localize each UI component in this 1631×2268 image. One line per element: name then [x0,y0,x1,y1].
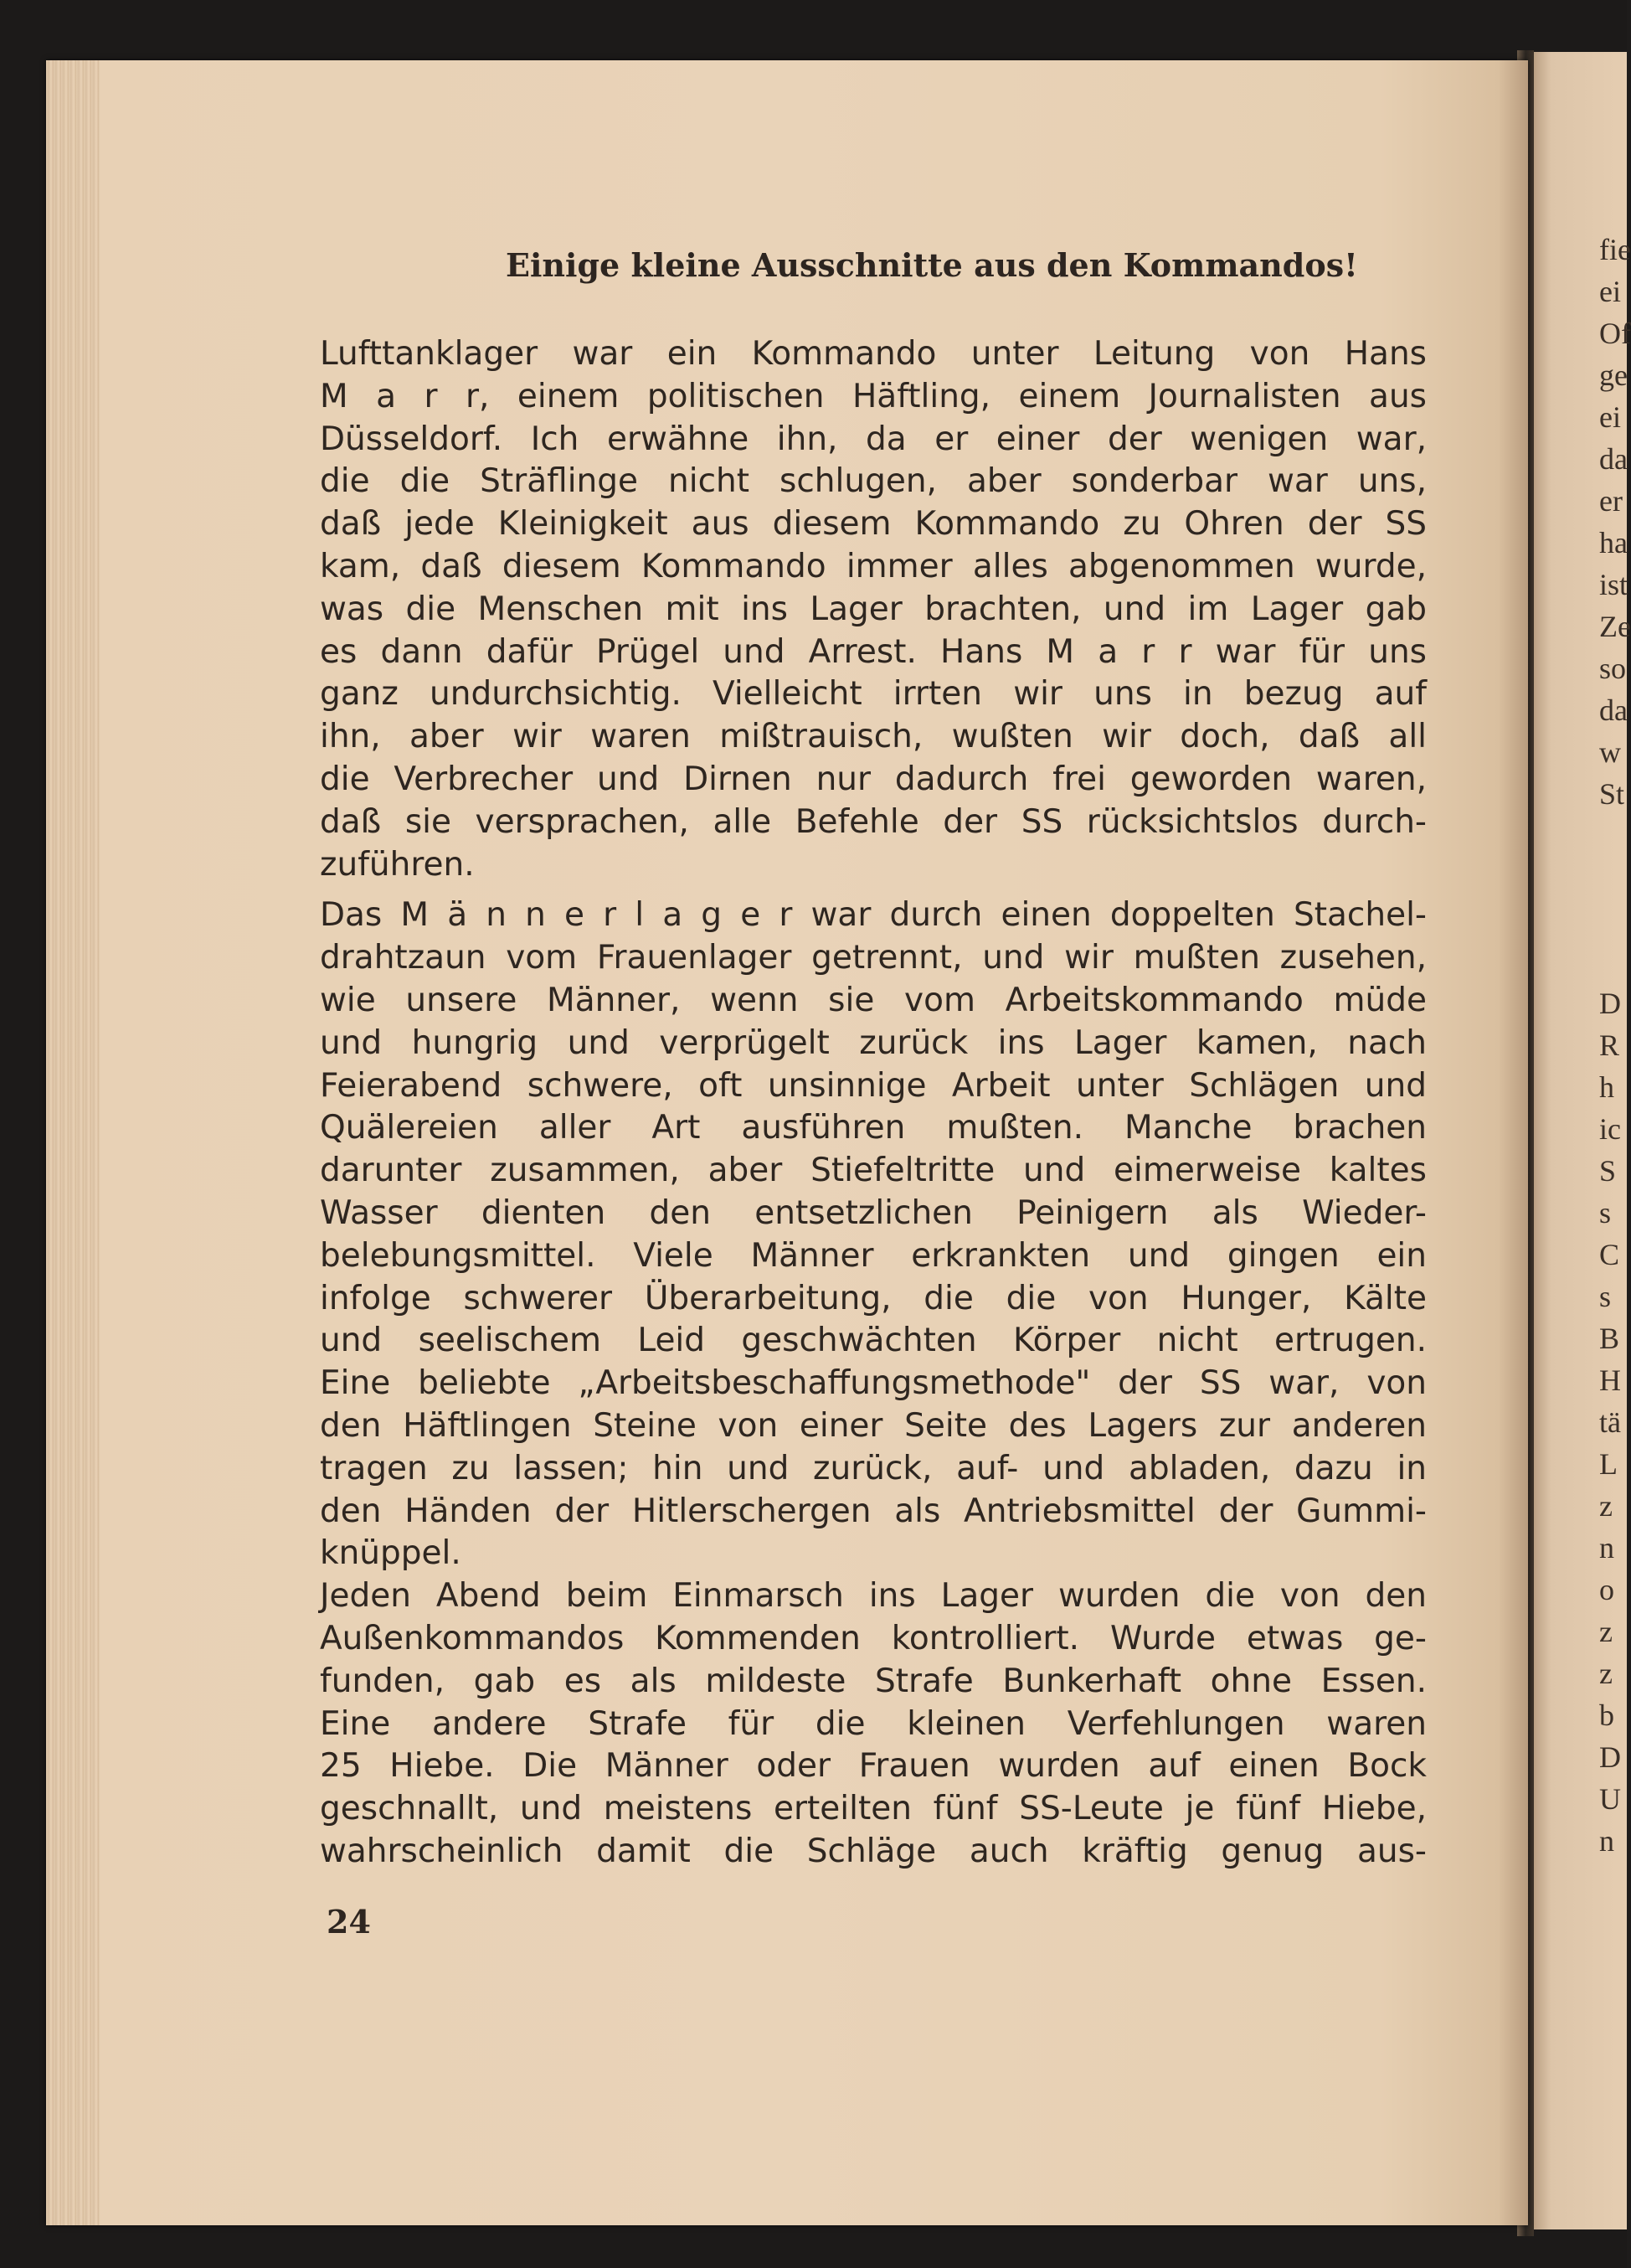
text-line: knüppel. [320,1534,461,1573]
facing-page-fragment: w [1599,735,1621,769]
text-line: die Verbrecher und Dirnen nur dadurch frei geworden waren, [320,760,1427,798]
facing-page-fragment: n [1599,1824,1614,1858]
text-line: Jeden Abend beim Einmarsch ins Lager wurden die von den [320,1577,1427,1616]
facing-page-fragment: H [1599,1363,1621,1397]
facing-page-fragment: tä [1599,1405,1621,1439]
text-line: Quälereien aller Art ausführen mußten. Manche brachen [320,1109,1427,1147]
facing-page-fragment: R [1599,1028,1620,1062]
text-line: und seelischem Leid geschwächten Körper nicht ertrugen. [320,1322,1427,1360]
facing-page-fragment: s [1599,1280,1612,1313]
text-line: ihn, aber wir waren mißtrauisch, wußten wir doch, daß all [320,718,1427,756]
text-line: Eine andere Strafe für die kleinen Verfehlungen waren [320,1704,1427,1743]
body-text [320,333,1427,1874]
facing-page-fragment: o [1599,1573,1614,1606]
facing-page [1532,52,1631,2229]
facing-page-fragment: da [1599,442,1628,476]
text-line: infolge schwerer Überarbeitung, die die von Hunger, Kälte [320,1279,1427,1317]
facing-page-fragment: z [1599,1657,1613,1690]
paragraph [320,333,1427,886]
facing-page-fragment: n [1599,1531,1614,1564]
page-number: 24 [327,1903,371,1941]
text-line: wie unsere Männer, wenn sie vom Arbeitskommando müde [320,981,1427,1019]
paragraph [320,1363,1427,1575]
facing-page-fragment: so [1599,652,1627,685]
text-line: belebungsmittel. Viele Männer erkrankten und gingen ein [320,1236,1427,1275]
text-line: Lufttanklager war ein Kommando unter Leitung von Hans [320,335,1427,373]
text-line: und hungrig und verprügelt zurück ins Lager kamen, nach [320,1023,1427,1062]
facing-page-fragment: St [1599,777,1625,811]
facing-page-fragment: ei [1599,275,1621,308]
facing-page-fragment: C [1599,1238,1620,1271]
text-line: daß jede Kleinigkeit aus diesem Kommando zu Ohren der SS [320,505,1427,544]
facing-page-fragment: Of [1599,317,1631,350]
section-heading: Einige kleine Ausschnitte aus den Kommandos! [506,246,1358,284]
page-edges [46,60,100,2225]
text-line: wahrscheinlich damit die Schläge auch kräftig genug aus- [320,1832,1427,1870]
text-line: Wasser dienten den entsetzlichen Peinigern als Wieder- [320,1193,1427,1232]
text-line: drahtzaun vom Frauenlager getrennt, und wir mußten zusehen, [320,939,1427,977]
facing-page-fragment: ge [1599,358,1628,392]
facing-page-fragment: er [1599,484,1623,518]
text-line: kam, daß diesem Kommando immer alles abgenommen wurde, [320,547,1427,585]
facing-page-fragment: S [1599,1154,1617,1188]
text-line: geschnallt, und meistens erteilten fünf SS-Leute je fünf Hiebe, [320,1790,1427,1828]
paragraph [320,894,1427,1363]
text-line: darunter zusammen, aber Stiefeltritte und eimerweise kaltes [320,1152,1427,1190]
facing-page-fragment: h [1599,1070,1614,1104]
text-line: M a r r, einem politischen Häftling, einem Journalisten aus [320,377,1427,415]
facing-page-fragment: U [1599,1782,1621,1816]
text-line: Eine beliebte „Arbeitsbeschaffungsmethode" der SS war, von [320,1364,1427,1403]
text-line: tragen zu lassen; hin und zurück, auf- und abladen, dazu in [320,1449,1427,1487]
facing-page-fragment: B [1599,1322,1620,1355]
text-line: daß sie versprachen, alle Befehle der SS rücksichtslos durch- [320,802,1427,841]
facing-page-fragment: ic [1599,1112,1621,1146]
facing-page-fragment: D [1599,1740,1621,1774]
facing-page-fragment: z [1599,1489,1613,1523]
facing-page-fragment: L [1599,1447,1618,1481]
facing-page-fragment: b [1599,1698,1614,1732]
facing-page-fragment: z [1599,1615,1613,1648]
facing-page-fragment: D [1599,987,1621,1020]
text-line: den Händen der Hitlerschergen als Antriebsmittel der Gummi- [320,1492,1427,1530]
text-line: die die Sträflinge nicht schlugen, aber sonderbar war uns, [320,462,1427,501]
facing-page-fragment: fie [1599,233,1631,266]
text-line: Das M ä n n e r l a g e r war durch einen doppelten Stachel- [320,896,1427,935]
text-line: den Häftlingen Steine von einer Seite des Lagers zur anderen [320,1406,1427,1445]
facing-page-fragment: Ze [1599,610,1631,643]
text-line: was die Menschen mit ins Lager brachten, und im Lager gab [320,590,1427,628]
text-line: Feierabend schwere, oft unsinnige Arbeit unter Schlägen und [320,1066,1427,1105]
text-line: Düsseldorf. Ich erwähne ihn, da er einer der wenigen war, [320,420,1427,458]
facing-page-fragment: ha [1599,526,1628,559]
text-line: ganz undurchsichtig. Vielleicht irrten wir uns in bezug auf [320,675,1427,714]
paragraph [320,1575,1427,1874]
facing-page-fragment: ei [1599,400,1621,434]
text-line: es dann dafür Prügel und Arrest. Hans M a r r war für uns [320,632,1427,671]
facing-page-fragment: s [1599,1196,1612,1229]
text-line: zuführen. [320,845,475,884]
facing-page-fragment: da [1599,693,1628,727]
text-line: Außenkommandos Kommenden kontrolliert. Wurde etwas ge- [320,1619,1427,1657]
facing-page-fragment: ist [1599,568,1628,601]
text-line: funden, gab es als mildeste Strafe Bunkerhaft ohne Essen. [320,1662,1427,1700]
text-line: 25 Hiebe. Die Männer oder Frauen wurden auf einen Bock [320,1747,1427,1786]
